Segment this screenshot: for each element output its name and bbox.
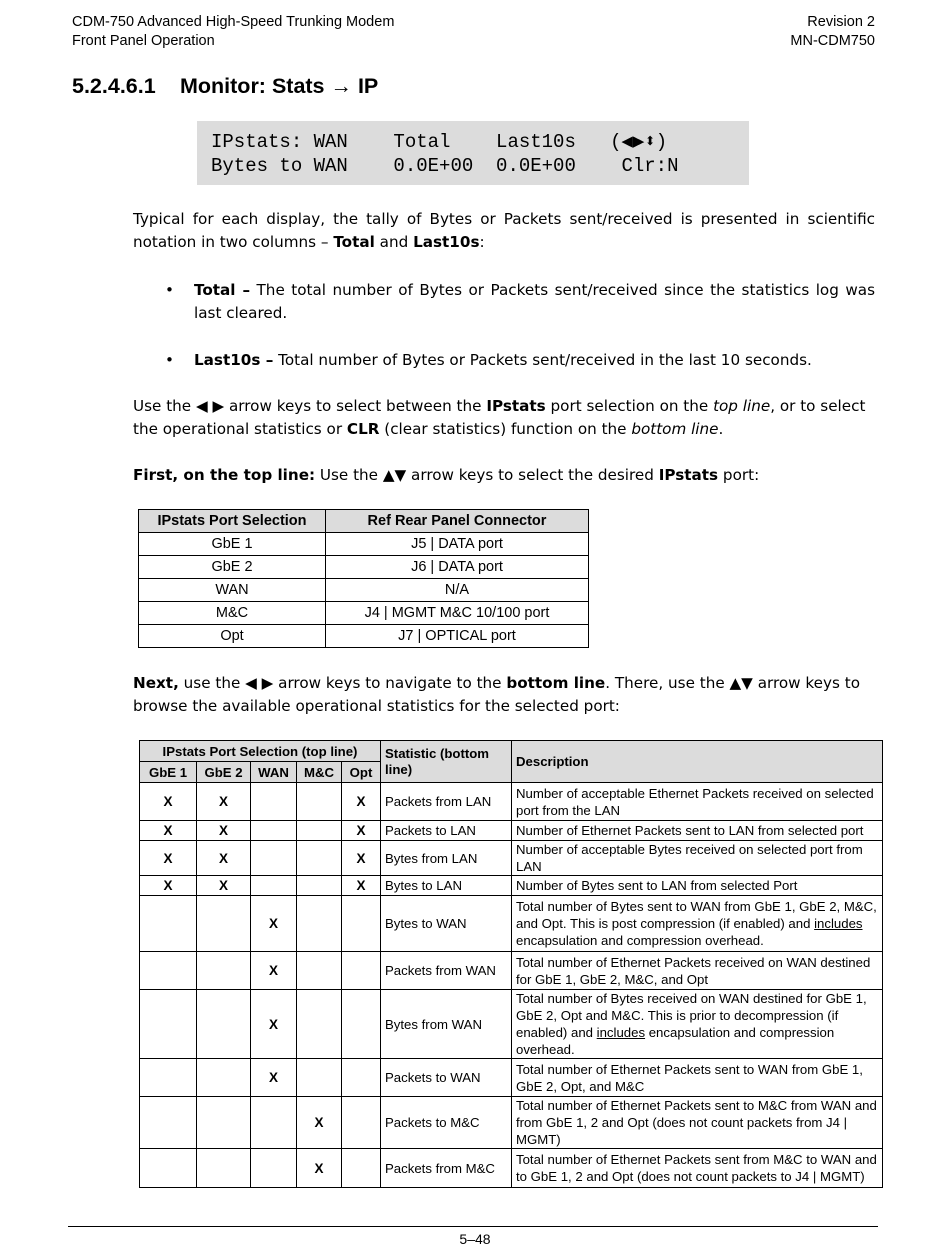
- section-title: Monitor: Stats → IP: [180, 74, 379, 98]
- port-mark-cell: X: [197, 841, 251, 876]
- description-text: encapsulation and compression overhead.: [516, 933, 764, 948]
- document-title: CDM-750 Advanced High-Speed Trunking Modem: [72, 14, 395, 30]
- table-row: [140, 1097, 883, 1149]
- table-header-row: [139, 510, 589, 533]
- text-run-italic: top line: [713, 397, 771, 415]
- port-mark-cell: [342, 896, 381, 952]
- table-cell: J7 | OPTICAL port: [326, 625, 589, 648]
- port-mark-cell: X: [251, 896, 297, 952]
- intro-paragraph: [133, 208, 875, 254]
- text-run: .: [718, 420, 724, 438]
- table-cell: GbE 1: [139, 533, 326, 556]
- port-mark-cell: X: [197, 876, 251, 896]
- table-row: [140, 1149, 883, 1188]
- description-column-header: Description: [512, 741, 883, 783]
- statistic-cell: Packets from M&C: [381, 1149, 512, 1188]
- statistic-cell: Packets to LAN: [381, 821, 512, 841]
- column-header: Ref Rear Panel Connector: [326, 510, 589, 533]
- description-cell: [512, 896, 883, 952]
- port-mark-cell: [297, 841, 342, 876]
- description-cell: [512, 1097, 883, 1149]
- port-mark-cell: X: [297, 1097, 342, 1149]
- description-cell: [512, 1059, 883, 1097]
- port-mark-cell: [342, 990, 381, 1059]
- bullet-text: [194, 279, 875, 325]
- table-row: [140, 1059, 883, 1097]
- description-text: Total number of Bytes sent to WAN from GbE 1, GbE 2, M&C, and Opt. This is post compression (if enabled) and: [516, 899, 877, 931]
- port-column-header: GbE 1: [140, 762, 197, 783]
- text-run: Use the ▲▼ arrow keys to select the desired: [315, 466, 659, 484]
- table-row: [139, 556, 589, 579]
- table-row: [140, 841, 883, 876]
- text-run-bold: First, on the top line:: [133, 466, 316, 484]
- statistic-column-header: Statistic (bottom line): [381, 741, 512, 783]
- table-row: [140, 990, 883, 1059]
- port-mark-cell: X: [140, 821, 197, 841]
- table-cell: J6 | DATA port: [326, 556, 589, 579]
- bullet-dot: •: [165, 351, 174, 369]
- description-text: Total number of Ethernet Packets sent to WAN from GbE 1, GbE 2, Opt, and M&C: [516, 1061, 863, 1094]
- bullet-body: Total number of Bytes or Packets sent/received in the last 10 seconds.: [273, 351, 812, 369]
- port-mark-cell: X: [342, 821, 381, 841]
- port-column-header: GbE 2: [197, 762, 251, 783]
- port-mark-cell: [297, 990, 342, 1059]
- description-text: Number of Ethernet Packets sent to LAN from selected port: [516, 823, 864, 838]
- port-mark-cell: [251, 783, 297, 821]
- table-row: [140, 821, 883, 841]
- table-cell: GbE 2: [139, 556, 326, 579]
- description-cell: [512, 952, 883, 990]
- port-mark-cell: [297, 876, 342, 896]
- port-mark-cell: [197, 990, 251, 1059]
- port-mark-cell: X: [140, 783, 197, 821]
- section-number: 5.2.4.6.1: [72, 74, 156, 98]
- port-mark-cell: [297, 896, 342, 952]
- table-cell: M&C: [139, 602, 326, 625]
- intro-text: Typical for each display, the tally of Bytes or Packets sent/received is presented in scientific notation in two columns –: [133, 210, 875, 251]
- text-run-bold: IPstats: [658, 466, 719, 484]
- text-run: port selection on the: [545, 397, 714, 415]
- document-id: MN-CDM750: [790, 33, 875, 49]
- page-number: 5–48: [459, 1231, 491, 1247]
- port-mark-cell: [140, 896, 197, 952]
- text-run: use the ◀ ▶ arrow keys to navigate to the: [178, 674, 507, 692]
- bullet-text: [194, 349, 875, 372]
- port-mark-cell: X: [297, 1149, 342, 1188]
- table-header-row: [140, 741, 883, 762]
- description-cell: [512, 1149, 883, 1188]
- text-run: (clear statistics) function on the: [379, 420, 632, 438]
- description-text: Number of Bytes sent to LAN from selected Port: [516, 878, 798, 893]
- running-header-right: [790, 13, 875, 51]
- lcd-line-2: Bytes to WAN 0.0E+00 0.0E+00 Clr:N: [211, 155, 679, 177]
- port-mark-cell: X: [140, 876, 197, 896]
- text-run-bold: bottom line: [506, 674, 606, 692]
- next-bottom-line-paragraph: [133, 672, 875, 718]
- port-mark-cell: X: [140, 841, 197, 876]
- port-mark-cell: [197, 1097, 251, 1149]
- table-row: [139, 625, 589, 648]
- port-mark-cell: X: [251, 952, 297, 990]
- description-text: Total number of Ethernet Packets sent to M&C from WAN and from GbE 1, 2 and Opt (does not count packets from J4 | MGMT): [516, 1098, 877, 1147]
- statistics-table-body: [140, 783, 883, 1188]
- description-text: Total number of Ethernet Packets received on WAN destined for GbE 1, GbE 2, M&C, and Opt: [516, 954, 871, 987]
- chapter-title: Front Panel Operation: [72, 33, 215, 49]
- statistic-cell: Bytes from WAN: [381, 990, 512, 1059]
- port-mark-cell: X: [342, 783, 381, 821]
- port-selection-table: [138, 509, 589, 648]
- bullet-dot: •: [165, 281, 174, 299]
- port-mark-cell: [140, 1149, 197, 1188]
- port-mark-cell: [251, 876, 297, 896]
- statistic-cell: Packets to M&C: [381, 1097, 512, 1149]
- intro-and: and: [374, 233, 414, 251]
- section-heading: [72, 74, 378, 99]
- port-mark-cell: [297, 783, 342, 821]
- table-row: [140, 876, 883, 896]
- port-mark-cell: [251, 821, 297, 841]
- table-row: [139, 533, 589, 556]
- port-mark-cell: [342, 1059, 381, 1097]
- statistic-cell: Packets to WAN: [381, 1059, 512, 1097]
- port-mark-cell: [342, 952, 381, 990]
- table-row: [140, 896, 883, 952]
- port-column-header: M&C: [297, 762, 342, 783]
- table-row: [139, 602, 589, 625]
- running-header-left: [72, 13, 394, 51]
- statistic-cell: Packets from WAN: [381, 952, 512, 990]
- port-mark-cell: [197, 952, 251, 990]
- statistic-cell: Bytes to WAN: [381, 896, 512, 952]
- port-mark-cell: [297, 952, 342, 990]
- port-mark-cell: [342, 1149, 381, 1188]
- port-mark-cell: [197, 1149, 251, 1188]
- statistic-cell: Bytes to LAN: [381, 876, 512, 896]
- description-cell: [512, 990, 883, 1059]
- intro-total: Total: [333, 233, 375, 251]
- port-mark-cell: [297, 821, 342, 841]
- bullet-body: The total number of Bytes or Packets sent/received since the statistics log was last cleared.: [194, 281, 875, 322]
- text-run: , or to select the operational statistics or: [133, 397, 866, 438]
- description-text: encapsulation and compression overhead.: [516, 1025, 835, 1057]
- description-text: Number of acceptable Ethernet Packets received on selected port from the LAN: [516, 785, 874, 818]
- bullet-label: Total –: [194, 281, 251, 299]
- text-run: . There, use the ▲▼ arrow keys to browse the available operational statistics for the selected port:: [133, 674, 861, 715]
- port-mark-cell: [251, 1097, 297, 1149]
- intro-last10s: Last10s: [413, 233, 480, 251]
- column-header: IPstats Port Selection: [139, 510, 326, 533]
- description-text: Number of acceptable Bytes received on selected port from LAN: [516, 842, 863, 874]
- port-mark-cell: X: [342, 841, 381, 876]
- text-run: Use the ◀ ▶ arrow keys to select between the: [133, 397, 487, 415]
- table-cell: N/A: [326, 579, 589, 602]
- description-underlined: includes: [814, 916, 863, 931]
- description-text: Total number of Bytes received on WAN destined for GbE 1, GbE 2, Opt and M&C. This is prior to decompression (if enabled) and: [516, 991, 867, 1040]
- table-cell: Opt: [139, 625, 326, 648]
- table-cell: J4 | MGMT M&C 10/100 port: [326, 602, 589, 625]
- lcd-line-1: IPstats: WAN Total Last10s (◀▶⬍): [211, 131, 668, 153]
- port-mark-cell: X: [197, 783, 251, 821]
- text-run: port:: [718, 466, 760, 484]
- port-mark-cell: [197, 896, 251, 952]
- text-run-bold: IPstats: [486, 397, 546, 415]
- port-selection-group-header: IPstats Port Selection (top line): [140, 741, 381, 762]
- port-mark-cell: [140, 1059, 197, 1097]
- revision-label: Revision 2: [807, 14, 875, 30]
- statistic-cell: Bytes from LAN: [381, 841, 512, 876]
- description-cell: [512, 841, 883, 876]
- front-panel-lcd-display: [197, 121, 749, 185]
- description-underlined: includes: [596, 1025, 646, 1040]
- description-cell: [512, 876, 883, 896]
- text-run-italic: bottom line: [631, 420, 719, 438]
- port-mark-cell: [251, 841, 297, 876]
- port-mark-cell: [140, 990, 197, 1059]
- bullet-label: Last10s –: [194, 351, 274, 369]
- description-text: Total number of Ethernet Packets sent from M&C to WAN and to GbE 1, 2 and Opt (does not count packets to J4 | MGMT): [516, 1152, 877, 1184]
- text-run-bold: CLR: [346, 420, 380, 438]
- intro-colon: :: [479, 233, 485, 251]
- arrow-keys-paragraph: [133, 395, 875, 441]
- port-mark-cell: X: [251, 990, 297, 1059]
- footer-rule: [68, 1226, 878, 1227]
- port-mark-cell: [251, 1149, 297, 1188]
- port-mark-cell: [197, 1059, 251, 1097]
- table-cell: WAN: [139, 579, 326, 602]
- port-column-header: WAN: [251, 762, 297, 783]
- first-top-line-paragraph: [133, 464, 875, 487]
- operational-statistics-table: [139, 740, 883, 1188]
- description-cell: [512, 821, 883, 841]
- table-cell: J5 | DATA port: [326, 533, 589, 556]
- table-row: [139, 579, 589, 602]
- table-row: [140, 952, 883, 990]
- port-column-header: Opt: [342, 762, 381, 783]
- description-cell: [512, 783, 883, 821]
- port-mark-cell: [140, 952, 197, 990]
- port-mark-cell: [342, 1097, 381, 1149]
- table-row: [140, 783, 883, 821]
- port-mark-cell: [297, 1059, 342, 1097]
- text-run-bold: Next,: [133, 674, 179, 692]
- statistic-cell: Packets from LAN: [381, 783, 512, 821]
- port-mark-cell: X: [251, 1059, 297, 1097]
- port-mark-cell: X: [197, 821, 251, 841]
- port-mark-cell: X: [342, 876, 381, 896]
- port-mark-cell: [140, 1097, 197, 1149]
